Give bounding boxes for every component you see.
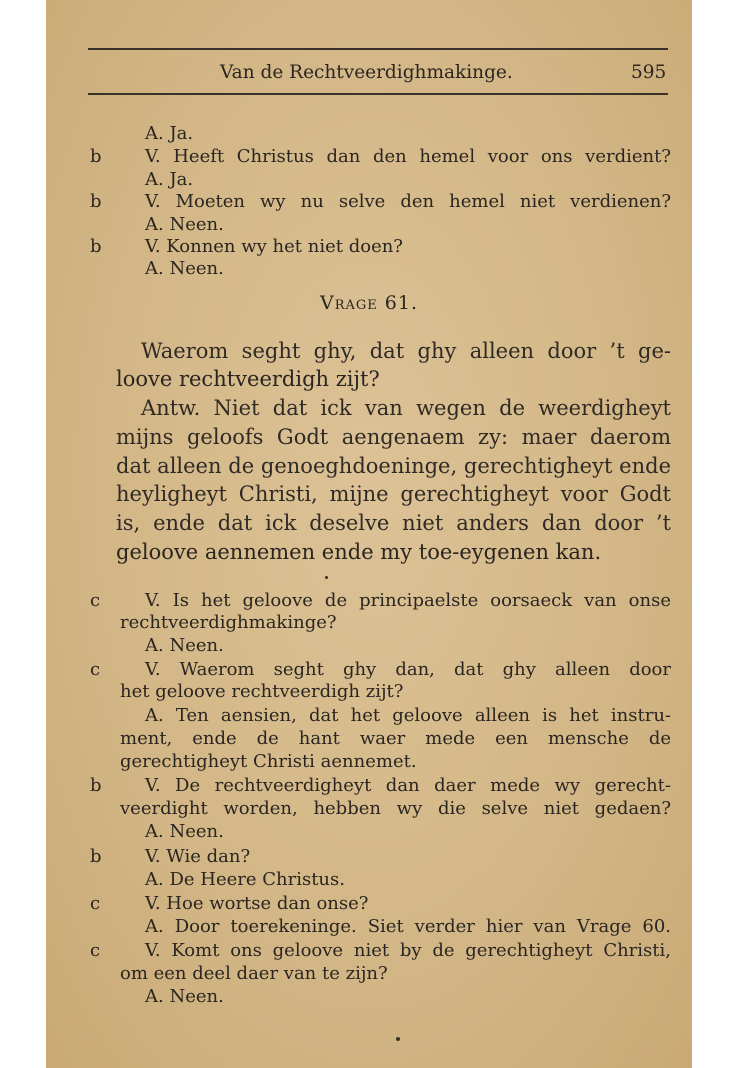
question-line: V. Wie dan? <box>145 846 251 867</box>
question-line: V. Waerom seght ghy dan, dat ghy alleen door <box>145 659 671 680</box>
section-heading: Vrage 61. <box>319 292 419 314</box>
question-text: loove rechtveerdigh zijt? <box>116 367 380 391</box>
question-line: veerdight worden, hebben wy die selve niet gedaen? <box>120 798 671 819</box>
answer-text: mijns geloofs Godt aengenaem zy: maer daerom <box>116 425 671 449</box>
question-line: V. De rechtveerdigheyt dan daer mede wy gerecht- <box>145 775 671 796</box>
answer-text: dat alleen de genoeghdoeninge, gerechtigheyt ende <box>116 454 671 478</box>
page-number: 595 <box>631 62 667 83</box>
header-top-rule <box>88 48 668 50</box>
margin-marker: b <box>90 775 102 796</box>
question-line: V. Komt ons geloove niet by de gerechtigheyt Christi, <box>145 940 671 961</box>
running-title: Van de Rechtveerdighmakinge. <box>220 62 513 83</box>
print-speck <box>396 1037 400 1041</box>
answer-line: ment, ende de hant waer mede een mensche de <box>120 728 671 749</box>
answer-line: A. Ja. <box>145 123 194 144</box>
question-line: V. Konnen wy het niet doen? <box>145 236 403 257</box>
answer-line: A. Ten aensien, dat het geloove alleen is het instru- <box>145 705 671 726</box>
question-line: het geloove rechtveerdigh zijt? <box>120 681 404 702</box>
margin-marker: b <box>90 846 102 867</box>
answer-text: geloove aennemen ende my toe-eygenen kan. <box>116 540 602 564</box>
margin-marker: c <box>90 659 101 680</box>
margin-marker: c <box>90 893 101 914</box>
question-line: V. Hoe wortse dan onse? <box>145 893 369 914</box>
answer-text: is, ende dat ick deselve niet anders dan door ’t <box>116 511 671 535</box>
margin-marker: c <box>90 940 101 961</box>
answer-line: gerechtigheyt Christi aennemet. <box>120 751 417 772</box>
answer-line: A. Neen. <box>145 635 224 656</box>
question-line: V. Heeft Christus dan den hemel voor ons verdient? <box>145 146 671 167</box>
margin-marker: b <box>90 236 102 257</box>
answer-text: Antw. Niet dat ick van wegen de weerdigheyt <box>141 396 671 420</box>
margin-marker: b <box>90 191 102 212</box>
print-speck <box>325 576 328 579</box>
question-line: rechtveerdighmakinge? <box>120 612 337 633</box>
answer-line: A. Ja. <box>145 169 194 190</box>
answer-text: heyligheyt Christi, mijne gerechtigheyt voor Godt <box>116 482 671 506</box>
answer-line: A. Door toerekeninge. Siet verder hier van Vrage 60. <box>145 916 671 937</box>
margin-marker: c <box>90 590 101 611</box>
header-bottom-rule <box>88 93 668 95</box>
answer-line: A. Neen. <box>145 986 224 1007</box>
answer-line: A. Neen. <box>145 821 224 842</box>
question-line: V. Is het geloove de principaelste oorsaeck van onse <box>145 590 671 611</box>
question-line: V. Moeten wy nu selve den hemel niet verdienen? <box>145 191 671 212</box>
margin-marker: b <box>90 146 102 167</box>
answer-line: A. Neen. <box>145 258 224 279</box>
question-text: Waerom seght ghy, dat ghy alleen door ’t ge- <box>141 339 671 363</box>
answer-line: A. Neen. <box>145 214 224 235</box>
answer-line: A. De Heere Christus. <box>145 869 345 890</box>
question-line: om een deel daer van te zijn? <box>120 963 388 984</box>
